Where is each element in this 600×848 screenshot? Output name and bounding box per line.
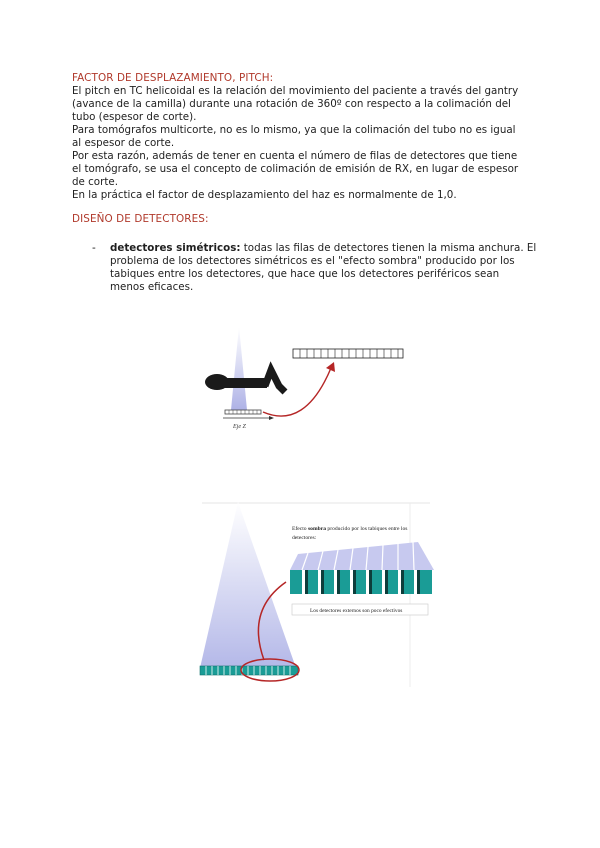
- detector-array: [293, 349, 403, 358]
- figure-shadow-effect: [198, 500, 434, 690]
- paragraph-line: el tomógrafo, se usa el concepto de colimación de emisión de RX, en lugar de espesor: [72, 163, 519, 175]
- detector-shadow-array: [290, 542, 434, 594]
- paragraph-line: Por esta razón, además de tener en cuenta el número de filas de detectores que tiene: [72, 150, 518, 162]
- figure-pitch-diagram: [195, 318, 425, 438]
- bullet-line: problema de los detectores simétricos es el "efecto sombra" producido por los: [110, 255, 515, 267]
- paragraph-line: (avance de la camilla) durante una rotación de 360º con respecto a la colimación del: [72, 98, 511, 110]
- bullet-line: [110, 242, 536, 254]
- shadow-caption-line2: detectores:: [292, 535, 317, 541]
- table-detector-row: [225, 410, 261, 414]
- paragraph-line: al espesor de corte.: [72, 137, 175, 149]
- z-axis-arrow-icon: [223, 416, 274, 420]
- paragraph-line: tubo (espesor de corte).: [72, 111, 197, 123]
- bullet-term: detectores simétricos:: [110, 242, 241, 254]
- shadow-caption: Efecto sombra producido por los tabiques entre los: [292, 526, 408, 532]
- patient-figure: [205, 370, 285, 392]
- bullet-line: tabiques entre los detectores, que hace que los detectores periféricos sean: [110, 268, 500, 280]
- detector-row: [200, 666, 298, 675]
- section-heading-pitch: FACTOR DE DESPLAZAMIENTO, PITCH:: [72, 72, 274, 84]
- paragraph-line: de corte.: [72, 176, 118, 188]
- bullet-marker: -: [92, 242, 96, 254]
- xray-beam: [231, 326, 247, 410]
- section-heading-detectors: DISEÑO DE DETECTORES:: [72, 213, 209, 225]
- bullet-line: menos eficaces.: [110, 281, 194, 293]
- paragraph-line: En la práctica el factor de desplazamiento del haz es normalmente de 1,0.: [72, 189, 457, 201]
- z-axis-label: Eje Z: [233, 424, 246, 430]
- paragraph-line: Para tomógrafos multicorte, no es lo mismo, ya que la colimación del tubo no es igual: [72, 124, 516, 136]
- paragraph-line: El pitch en TC helicoidal es la relación del movimiento del paciente a través del gantry: [72, 85, 519, 97]
- bullet-text: todas las filas de detectores tienen la misma anchura. El: [240, 242, 537, 254]
- note-text: Los detectores externos son poco efectivos: [310, 608, 403, 614]
